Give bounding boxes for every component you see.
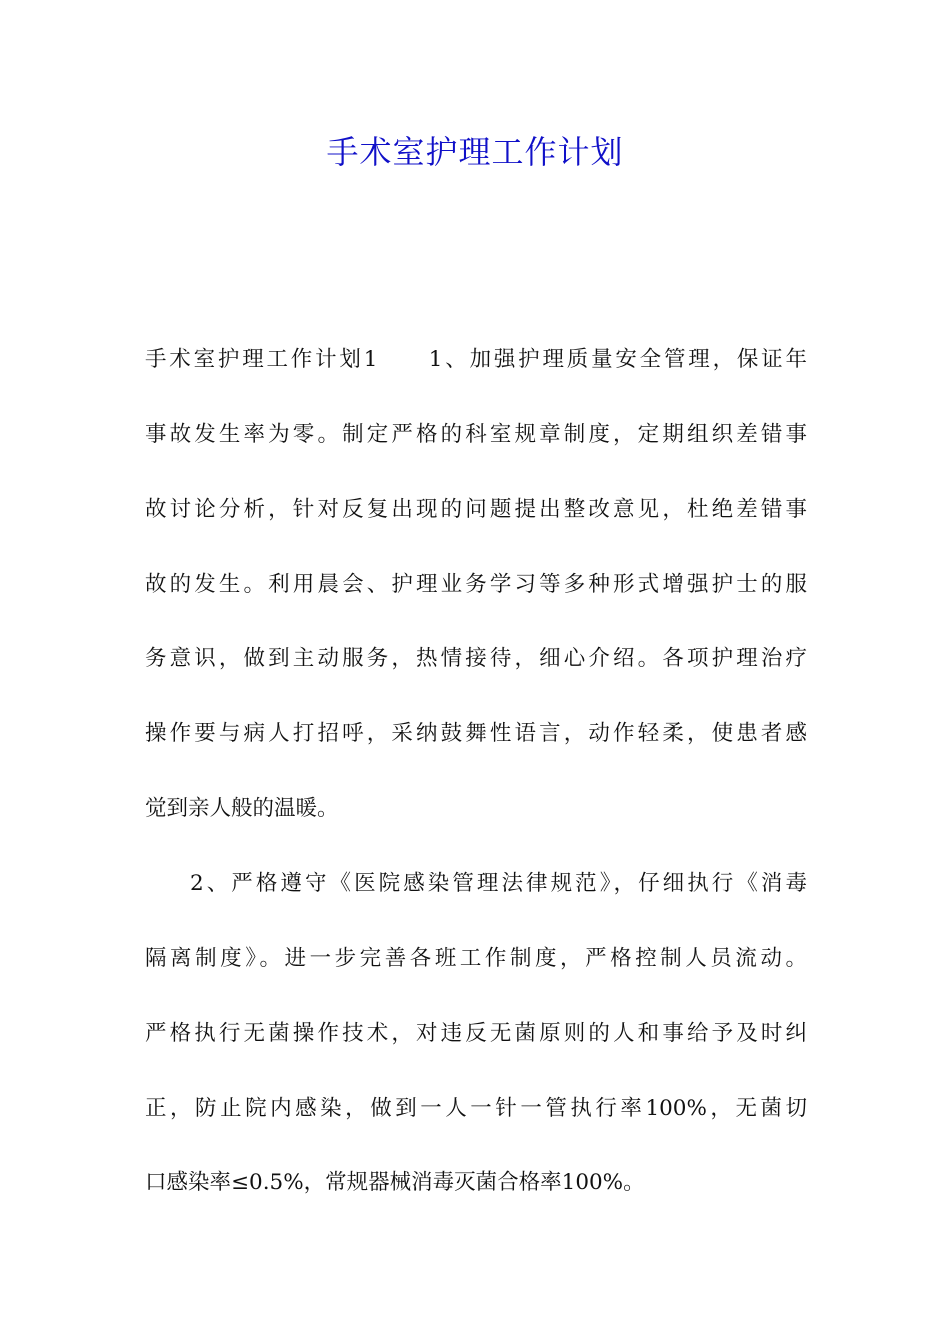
paragraph-line: 隔离制度》。进一步完善各班工作制度，严格控制人员流动。 <box>145 946 807 971</box>
paragraph-line: 故的发生。利用晨会、护理业务学习等多种形式增强护士的服 <box>145 572 807 597</box>
paragraph-line: 觉到亲人般的温暖。 <box>145 796 339 821</box>
paragraph-line: 口感染率≤0.5%，常规器械消毒灭菌合格率100%。 <box>145 1170 645 1195</box>
paragraph-line: 2、严格遵守《医院感染管理法律规范》，仔细执行《消毒 <box>190 871 807 896</box>
document-title: 手术室护理工作计划 <box>326 133 624 171</box>
paragraph-line: 操作要与病人打招呼，采纳鼓舞性语言，动作轻柔，使患者感 <box>145 721 807 746</box>
paragraph-line: 事故发生率为零。制定严格的科室规章制度，定期组织差错事 <box>145 422 807 447</box>
paragraph-line: 手术室护理工作计划1 1、加强护理质量安全管理，保证年 <box>145 347 807 372</box>
paragraph-line: 故讨论分析，针对反复出现的问题提出整改意见，杜绝差错事 <box>145 497 807 522</box>
paragraph-line: 严格执行无菌操作技术，对违反无菌原则的人和事给予及时纠 <box>145 1021 807 1046</box>
paragraph-line: 正，防止院内感染，做到一人一针一管执行率100%，无菌切 <box>145 1096 807 1121</box>
paragraph-line: 务意识，做到主动服务，热情接待，细心介绍。各项护理治疗 <box>145 646 807 671</box>
